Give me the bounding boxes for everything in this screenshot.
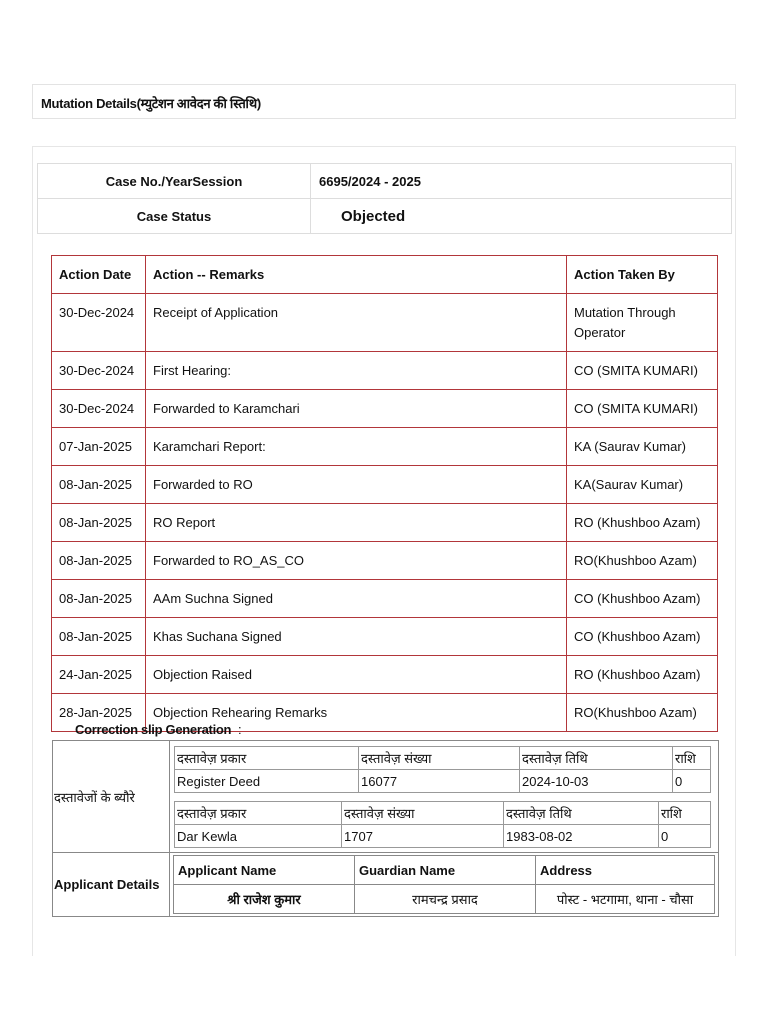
table-row (52, 580, 718, 618)
action-remarks: Objection Raised (146, 656, 567, 694)
table-row (52, 294, 718, 352)
action-remarks-header: Action -- Remarks (146, 256, 567, 294)
applicant-header-row (174, 856, 715, 885)
doc-date: 1983-08-02 (504, 825, 659, 848)
page-title: Mutation Details(म्युटेशन आवेदन की स्तिथि) (41, 96, 261, 111)
table-row (52, 352, 718, 390)
action-remarks: Karamchari Report: (146, 428, 567, 466)
action-date: 08-Jan-2025 (52, 580, 146, 618)
documents-cell (170, 741, 719, 853)
action-taken-by: CO (SMITA KUMARI) (567, 352, 718, 390)
case-no-value: 6695/2024 - 2025 (311, 164, 732, 199)
address-header: Address (536, 856, 715, 885)
case-no-label: Case No./YearSession (38, 164, 311, 199)
action-date: 28-Jan-2025 (52, 694, 146, 732)
doc-type-header: दस्तावेज़ प्रकार (175, 802, 342, 825)
table-row (175, 770, 711, 793)
applicant-details-label: Applicant Details (53, 853, 170, 917)
documents-row (53, 741, 719, 853)
action-date: 24-Jan-2025 (52, 656, 146, 694)
doc-number: 16077 (359, 770, 520, 793)
action-remarks: Khas Suchana Signed (146, 618, 567, 656)
doc-type: Dar Kewla (175, 825, 342, 848)
action-remarks: Forwarded to RO (146, 466, 567, 504)
address: पोस्ट - भटगामा, थाना - चौसा (536, 885, 715, 914)
action-taken-by: Mutation Through Operator (567, 294, 718, 352)
action-taken-by: CO (SMITA KUMARI) (567, 390, 718, 428)
table-row (52, 390, 718, 428)
action-table (51, 255, 718, 732)
title-box (32, 84, 736, 119)
document-table-2 (174, 801, 711, 848)
table-row (174, 885, 715, 914)
action-date: 08-Jan-2025 (52, 618, 146, 656)
action-taken-by: RO(Khushboo Azam) (567, 542, 718, 580)
case-status-label: Case Status (38, 199, 311, 234)
action-remarks: First Hearing: (146, 352, 567, 390)
applicant-row (53, 853, 719, 917)
document-table-1 (174, 746, 711, 793)
doc-number: 1707 (342, 825, 504, 848)
correction-slip-colon: : (238, 722, 242, 737)
table-row (52, 542, 718, 580)
action-remarks: Forwarded to RO_AS_CO (146, 542, 567, 580)
applicant-name: श्री राजेश कुमार (174, 885, 355, 914)
action-remarks: Receipt of Application (146, 294, 567, 352)
action-date-header: Action Date (52, 256, 146, 294)
guardian-name-header: Guardian Name (355, 856, 536, 885)
case-status-row (38, 199, 732, 234)
doc-type: Register Deed (175, 770, 359, 793)
doc-type-header: दस्तावेज़ प्रकार (175, 747, 359, 770)
table-row (52, 466, 718, 504)
document-details-table (52, 740, 719, 917)
action-taken-by: KA (Saurav Kumar) (567, 428, 718, 466)
case-info-table (37, 163, 732, 234)
doc-number-header: दस्तावेज़ संख्या (359, 747, 520, 770)
doc-date: 2024-10-03 (520, 770, 673, 793)
action-remarks: Forwarded to Karamchari (146, 390, 567, 428)
applicant-name-header: Applicant Name (174, 856, 355, 885)
doc-number-header: दस्तावेज़ संख्या (342, 802, 504, 825)
action-date: 08-Jan-2025 (52, 542, 146, 580)
action-remarks: RO Report (146, 504, 567, 542)
action-remarks: AAm Suchna Signed (146, 580, 567, 618)
applicant-table (173, 855, 715, 914)
action-date: 30-Dec-2024 (52, 294, 146, 352)
correction-slip-label: Correction slip Generation (75, 722, 232, 737)
guardian-name: रामचन्द्र प्रसाद (355, 885, 536, 914)
doc-amount-header: राशि (673, 747, 711, 770)
documents-label: दस्तावेजों के ब्यौरे (53, 741, 170, 853)
action-taken-by: KA(Saurav Kumar) (567, 466, 718, 504)
table-row (52, 656, 718, 694)
action-date: 30-Dec-2024 (52, 390, 146, 428)
case-no-row (38, 164, 732, 199)
doc-amount: 0 (673, 770, 711, 793)
action-taken-by-header: Action Taken By (567, 256, 718, 294)
action-taken-by: RO(Khushboo Azam) (567, 694, 718, 732)
applicant-cell (170, 853, 719, 917)
action-taken-by: CO (Khushboo Azam) (567, 580, 718, 618)
action-date: 07-Jan-2025 (52, 428, 146, 466)
action-taken-by: CO (Khushboo Azam) (567, 618, 718, 656)
action-remarks: Objection Rehearing Remarks (146, 694, 567, 732)
action-date: 08-Jan-2025 (52, 466, 146, 504)
case-status-value: Objected (311, 199, 732, 234)
document-header-row (175, 747, 711, 770)
action-date: 30-Dec-2024 (52, 352, 146, 390)
action-header-row (52, 256, 718, 294)
action-date: 08-Jan-2025 (52, 504, 146, 542)
table-row (175, 825, 711, 848)
doc-amount-header: राशि (659, 802, 711, 825)
table-row (52, 618, 718, 656)
document-header-row (175, 802, 711, 825)
doc-date-header: दस्तावेज़ तिथि (504, 802, 659, 825)
table-row (52, 504, 718, 542)
action-taken-by: RO (Khushboo Azam) (567, 656, 718, 694)
table-row (52, 428, 718, 466)
doc-date-header: दस्तावेज़ तिथि (520, 747, 673, 770)
doc-amount: 0 (659, 825, 711, 848)
action-taken-by: RO (Khushboo Azam) (567, 504, 718, 542)
